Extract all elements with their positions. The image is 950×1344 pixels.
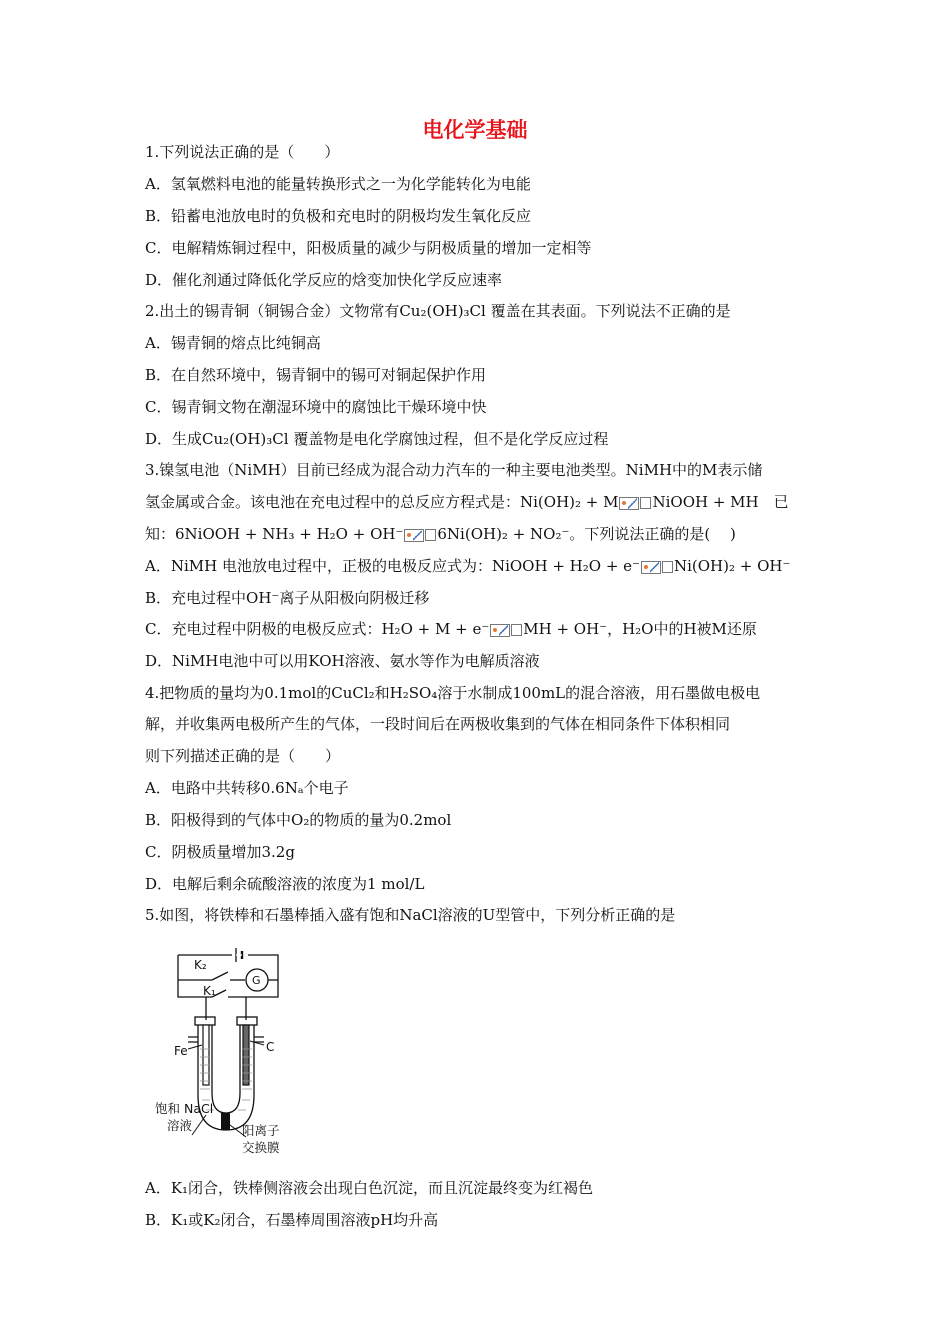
label-solution-line1: 饱和 NaCl — [155, 1101, 214, 1116]
q4-stem-line1: 4.把物质的量均为0.1mol的CuCl₂和H₂SO₄溶于水制成100mL的混合溶液，用石墨做电极电 — [145, 684, 761, 702]
label-galvanometer: G — [252, 974, 261, 987]
q3-stem-line3 — [145, 524, 736, 544]
u-tube-circuit-diagram — [150, 945, 310, 1160]
label-solution-line2: 溶液 — [167, 1118, 193, 1133]
q5-option-a: A．K₁闭合，铁棒侧溶液会出现白色沉淀，而且沉淀最终变为红褐色 — [145, 1179, 594, 1197]
label-k2: K₂ — [194, 958, 207, 972]
q3-stem-line3-text-b: 6Ni(OH)₂ + NO₂⁻。下列说法正确的是( ) — [437, 525, 736, 543]
placeholder-box-icon — [640, 497, 651, 509]
q5-stem: 5.如图，将铁棒和石墨棒插入盛有饱和NaCl溶液的U型管中，下列分析正确的是 — [145, 906, 676, 924]
ion-exchange-membrane — [221, 1113, 230, 1130]
switch-k2-blade — [212, 972, 228, 980]
q3-option-a-text-1: A．NiMH 电池放电过程中，正极的电极反应式为：NiOOH + H₂O + e⁻ — [145, 557, 640, 575]
q3-stem-line2-text-b: NiOOH + MH 已 — [652, 493, 789, 511]
reaction-arrow-icon — [641, 561, 661, 574]
q2-option-a: A．锡青铜的熔点比纯铜高 — [145, 334, 321, 352]
label-membrane-line1: 阳离子 — [242, 1123, 280, 1138]
q3-stem-line2 — [145, 492, 789, 512]
q4-stem-line3: 则下列描述正确的是（ ） — [145, 747, 341, 765]
solution-pointer-line — [192, 1115, 206, 1135]
q3-option-c-text-2: MH + OH⁻，H₂O中的H被M还原 — [523, 620, 757, 638]
left-stopper — [195, 1017, 215, 1025]
q3-option-c-text-1: C．充电过程中阴极的电极反应式：H₂O + M + e⁻ — [145, 620, 490, 638]
q3-stem-line2-text-a: 氢金属或合金。该电池在充电过程中的总反应方程式是：Ni(OH)₂ + M — [145, 493, 619, 511]
right-stopper — [237, 1017, 257, 1025]
left-side-arm — [188, 1037, 198, 1042]
q3-option-a — [145, 556, 790, 576]
q3-stem-line1: 3.镍氢电池（NiMH）目前已经成为混合动力汽车的一种主要电池类型。NiMH中的M表示储 — [145, 461, 763, 479]
fe-electrode — [203, 1025, 209, 1085]
label-fe: Fe — [174, 1044, 188, 1058]
q4-stem-line2: 解，并收集两电极所产生的气体，一段时间后在两极收集到的气体在相同条件下体积相同 — [145, 715, 731, 733]
reversible-arrow-icon — [619, 497, 639, 510]
q4-option-c: C．阴极质量增加3.2g — [145, 843, 295, 861]
q1-option-c: C．电解精炼铜过程中，阳极质量的减少与阴极质量的增加一定相等 — [145, 239, 592, 257]
q1-stem: 1.下列说法正确的是（ ） — [145, 143, 340, 161]
q4-option-d: D．电解后剩余硫酸溶液的浓度为1 mol/L — [145, 875, 425, 893]
q1-option-b: B．铅蓄电池放电时的负极和充电时的阴极均发生氧化反应 — [145, 207, 532, 225]
q1-option-a: A．氢氧燃料电池的能量转换形式之一为化学能转化为电能 — [145, 175, 531, 193]
placeholder-box-icon — [662, 561, 673, 573]
q2-stem: 2.出土的锡青铜（铜锡合金）文物常有Cu₂(OH)₃Cl 覆盖在其表面。下列说法不正确的是 — [145, 302, 731, 320]
q3-option-a-text-2: Ni(OH)₂ + OH⁻ — [673, 557, 791, 575]
page-title: 电化学基础 — [422, 118, 528, 142]
fe-pointer-line — [188, 1045, 202, 1049]
q5-option-b: B．K₁或K₂闭合，石墨棒周围溶液pH均升高 — [145, 1211, 439, 1229]
u-tube-inner — [212, 1025, 240, 1113]
right-side-arm — [254, 1037, 264, 1042]
q3-stem-line3-text-a: 知：6NiOOH + NH₃ + H₂O + OH⁻ — [145, 525, 404, 543]
placeholder-box-icon — [511, 624, 522, 636]
q3-option-d: D．NiMH电池中可以用KOH溶液、氨水等作为电解质溶液 — [145, 652, 540, 670]
label-c: C — [266, 1040, 275, 1054]
c-electrode — [243, 1025, 249, 1085]
q4-option-a: A．电路中共转移0.6Nₐ个电子 — [145, 779, 349, 797]
q2-option-d: D．生成Cu₂(OH)₃Cl 覆盖物是电化学腐蚀过程，但不是化学反应过程 — [145, 430, 609, 448]
q3-option-c — [145, 619, 757, 639]
label-membrane-line2: 交换膜 — [242, 1140, 280, 1155]
q2-option-c: C．锡青铜文物在潮湿环境中的腐蚀比干燥环境中快 — [145, 398, 487, 416]
q4-option-b: B．阳极得到的气体中O₂的物质的量为0.2mol — [145, 811, 452, 829]
q2-option-b: B．在自然环境中，锡青铜中的锡可对铜起保护作用 — [145, 366, 487, 384]
reaction-arrow-icon — [490, 624, 510, 637]
q1-option-d: D．催化剂通过降低化学反应的焓变加快化学反应速率 — [145, 271, 503, 289]
q3-option-b: B．充电过程中OH⁻离子从阳极向阴极迁移 — [145, 589, 430, 607]
label-k1: K₁ — [203, 984, 216, 998]
placeholder-box-icon — [425, 529, 436, 541]
reaction-arrow-icon — [404, 529, 424, 542]
